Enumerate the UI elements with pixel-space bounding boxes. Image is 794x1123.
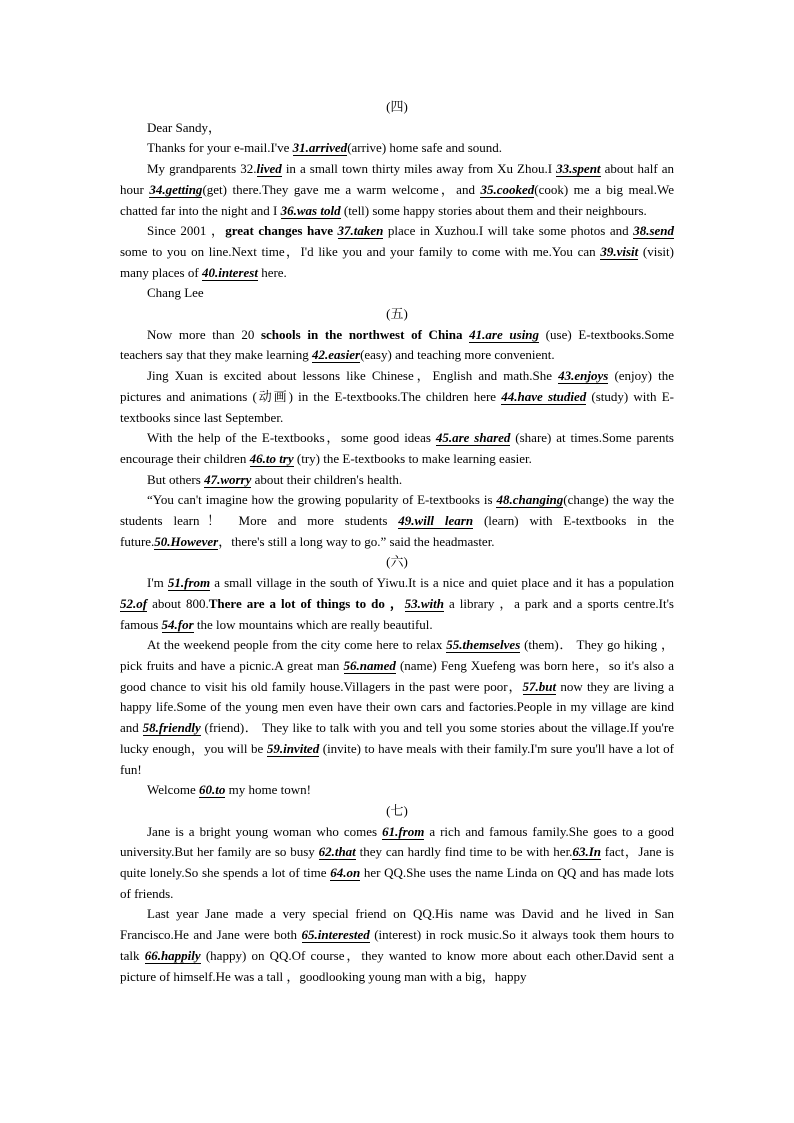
answer-63: 63.In	[572, 844, 601, 860]
text: now they are living a happy life.Some of the young men even have their own cars and factories.People in my village are kind and	[120, 678, 674, 736]
answer-58: 58.friendly	[142, 720, 201, 736]
closing: Chang Lee	[147, 285, 204, 301]
answer-34: 34.getting	[149, 181, 203, 197]
answer-31: 31.arrived	[292, 140, 348, 156]
paragraph	[120, 470, 674, 491]
text: my home town!	[225, 782, 311, 798]
paragraph	[120, 490, 674, 552]
text: her QQ.She uses the name Linda on QQ and has made lots of friends.	[120, 865, 674, 901]
text: With the help of the E-textbooks，some good ideas	[147, 430, 436, 446]
text: (easy) and teaching more convenient.	[360, 347, 555, 363]
answer-41: 41.are using	[469, 326, 540, 342]
text: some to you on line.Next time，I'd like you and your family to come with me.You can	[120, 243, 601, 259]
text: about half an hour	[120, 161, 674, 197]
answer-47: 47.worry	[204, 471, 252, 487]
answer-53: 53.with	[404, 595, 444, 611]
answer-44: 44.have studied	[501, 388, 587, 404]
paragraph	[120, 573, 674, 635]
text: they can hardly find time to be with her.	[355, 844, 573, 860]
answer-43: 43.enjoys	[558, 368, 609, 384]
answer-38: 38.send	[633, 223, 674, 239]
paragraph	[120, 366, 674, 428]
answer-54: 54.for	[161, 616, 194, 632]
text: the low mountains which are really beautiful.	[193, 616, 433, 632]
text: Thanks for your e-mail.I've	[147, 140, 293, 156]
text: (learn) with E-textbooks in the future.	[120, 513, 674, 549]
answer-52: 52.of	[120, 595, 148, 611]
paragraph	[120, 138, 674, 159]
passage-heading-7: (七)	[386, 802, 408, 818]
text: Since 2001 ，	[147, 223, 226, 239]
text: (visit) many places of	[120, 243, 674, 280]
text: (them)． They go hiking ，pick fruits and have a picnic.A great man	[120, 637, 674, 673]
text: place in Xuzhou.I will take some photos and	[383, 223, 634, 239]
answer-55: 55.themselves	[446, 637, 521, 653]
answer-64: 64.on	[330, 865, 361, 881]
text: Jing Xuan is excited about lessons like Chinese，English and math.She	[147, 368, 559, 384]
paragraph	[120, 822, 674, 905]
text: (change) the way the students learn！ More and more students	[120, 492, 674, 529]
text: I'm	[147, 575, 168, 591]
text: Jane is a bright young woman who comes	[147, 823, 383, 839]
text: a small village in the south of Yiwu.It is a nice and quiet place and it has a population	[210, 575, 674, 591]
text: (interest) in rock music.So it always took them hours to talk	[120, 927, 675, 963]
paragraph	[120, 428, 674, 469]
text: Now more than 20	[147, 326, 261, 342]
text: (friend)． They like to talk with you and tell you some stories about the village.If you're lucky enough，you will be	[120, 720, 674, 756]
text: (use) E-textbooks.Some teachers say that they make learning	[120, 326, 675, 363]
text: (get) there.They gave me a warm welcome，and	[202, 181, 481, 197]
paragraph	[120, 221, 674, 283]
text: (tell) some happy stories about them and their neighbours.	[340, 202, 647, 218]
answer-48: 48.changing	[496, 492, 564, 508]
answer-33: 33.spent	[556, 161, 601, 177]
text: (arrive) home safe and sound.	[347, 140, 503, 156]
passage-heading-4: (四)	[386, 99, 408, 114]
answer-35: 35.cooked	[480, 181, 535, 197]
answer-59: 59.invited	[266, 740, 320, 756]
text: (cook) me a big meal.We chatted far into the night and I	[120, 181, 674, 218]
text: At the weekend people from the city come here to relax	[147, 637, 447, 653]
text: about 800.	[147, 595, 209, 611]
answer-37: 37.taken	[337, 223, 384, 239]
answer-51: 51.from	[167, 575, 211, 591]
text: Last year Jane made a very special friend on QQ.His name was David and he lived in San Francisco.He and Jane were both	[120, 906, 674, 943]
text: My grandparents 32.	[147, 161, 257, 177]
answer-45: 45.are shared	[435, 430, 511, 446]
paragraph	[120, 780, 674, 801]
bold-text: schools in the northwest of China	[260, 326, 470, 342]
answer-62: 62.that	[318, 844, 356, 860]
answer-49: 49.will learn	[398, 513, 474, 529]
paragraph	[120, 635, 674, 780]
salutation: Dear Sandy，	[147, 119, 222, 135]
text: in a small town thirty miles away from Xu Zhou.I	[281, 161, 557, 177]
text: (try) the E-textbooks to make learning easier.	[293, 450, 532, 466]
text: (share) at times.Some parents encourage their children	[120, 430, 674, 466]
text: (happy) on QQ.Of course，they wanted to know more about each other.David sent a picture of himself.He was a tall ，goodlooking young man with a big，happy	[120, 947, 675, 984]
paragraph	[120, 159, 674, 221]
answer-61: 61.from	[382, 823, 425, 839]
text: ，there's still a long way to go.” said the headmaster.	[218, 533, 495, 549]
bold-text: great changes have	[225, 223, 338, 239]
document-page	[120, 97, 674, 987]
answer-65: 65.interested	[301, 927, 370, 943]
answer-46: 46.to try	[249, 450, 294, 466]
text: Welcome	[147, 782, 200, 798]
answer-60: 60.to	[199, 782, 226, 798]
passage-heading-6: (六)	[386, 554, 408, 570]
text: (invite) to have meals with their family.I'm sure you'll have a lot of fun!	[120, 740, 674, 777]
text: “You can't imagine how the growing popularity of E-textbooks is	[147, 492, 497, 508]
answer-32: lived	[256, 161, 282, 177]
answer-42: 42.easier	[312, 347, 361, 363]
text: (study) with E-textbooks since last September.	[120, 388, 674, 425]
bold-text: There are a lot of things to do ，	[208, 595, 405, 611]
text: (enjoy) the pictures and animations (动画) in the E-textbooks.The children here	[120, 368, 675, 404]
paragraph	[120, 325, 674, 366]
answer-57: 57.but	[522, 678, 557, 694]
answer-50: 50.However	[154, 533, 219, 549]
answer-56: 56.named	[343, 657, 396, 673]
text: (name) Feng Xuefeng was born here，so it's also a good chance to visit his old family house.Villagers in the past were poor，	[120, 657, 674, 694]
answer-66: 66.happily	[144, 947, 201, 963]
text: about their children's health.	[251, 471, 403, 487]
text: a library ，a park and a sports centre.It's famous	[120, 595, 674, 632]
paragraph	[120, 904, 674, 987]
answer-40: 40.interest	[201, 264, 258, 280]
text: fact，Jane is quite lonely.So she spends a lot of time	[120, 844, 674, 881]
text: here.	[257, 264, 287, 280]
text: a rich and famous family.She goes to a good university.But her family are so busy	[120, 823, 674, 860]
answer-39: 39.visit	[600, 243, 639, 259]
text: But others	[147, 471, 205, 487]
passage-heading-5: (五)	[386, 306, 408, 322]
answer-36: 36.was told	[280, 202, 341, 218]
